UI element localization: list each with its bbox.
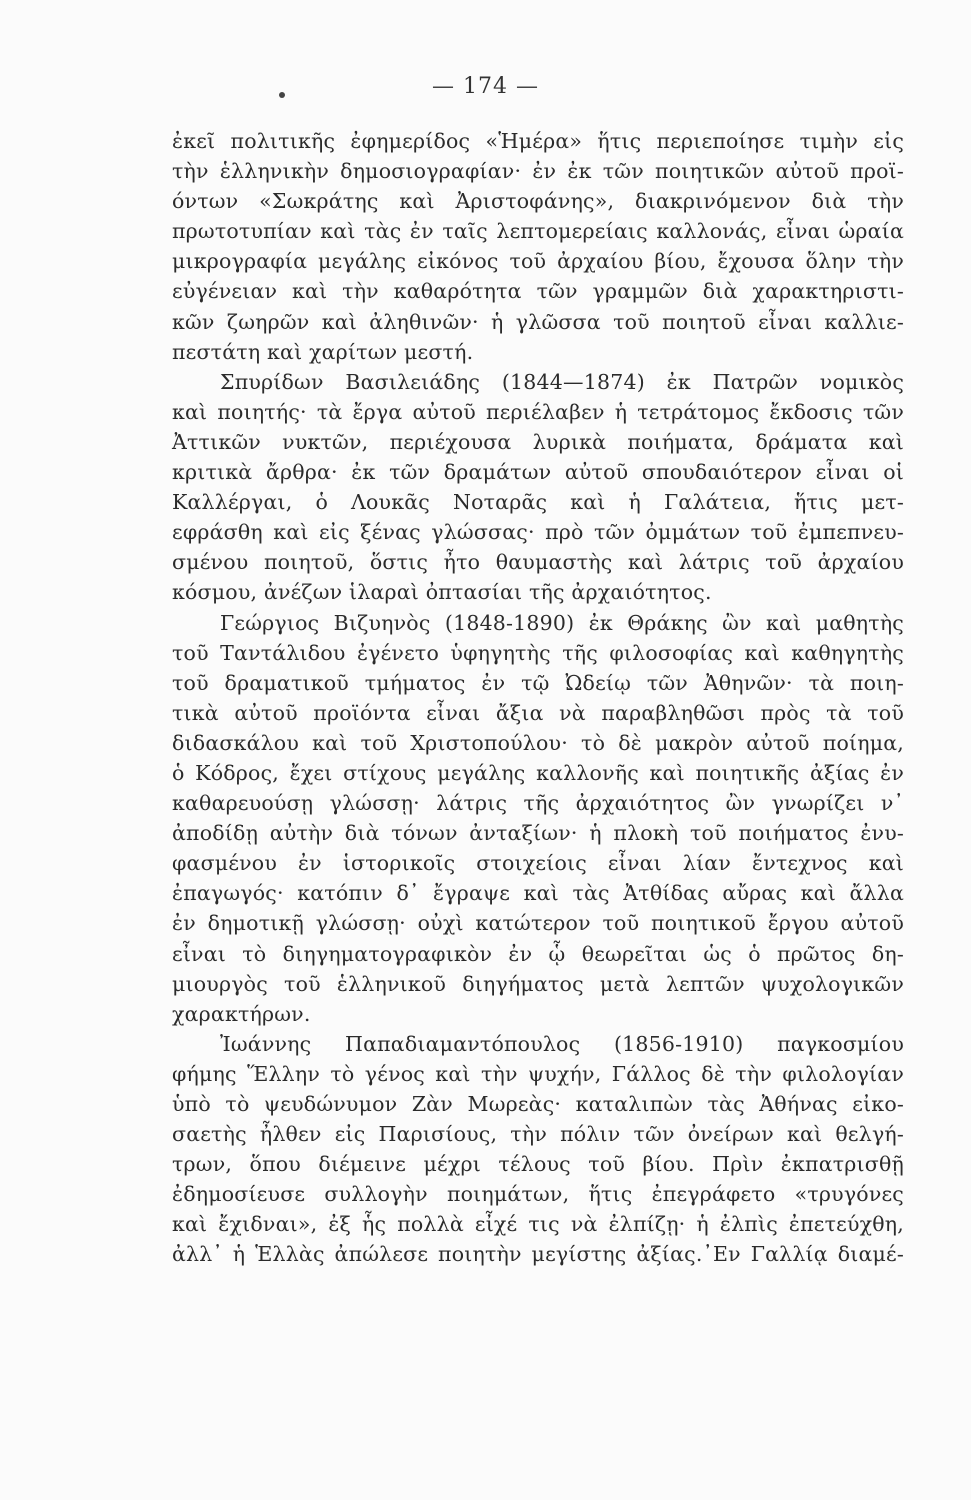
text-line: εἶναι τὸ διηγηματογραφικὸν ἐν ᾧ θεωρεῖται ὡς ὁ πρῶτος δη- [172, 941, 904, 966]
text-line: Σπυρίδων Βασιλειάδης (1844—1874) ἐκ Πατρῶν νομικὸς [220, 369, 904, 394]
text-line: ὁ Κόδρος, ἔχει στίχους μεγάλης καλλονῆς καὶ ποιητικῆς ἀξίας ἐν [172, 760, 904, 785]
text-line: ὑπὸ τὸ ψευδώνυμον Ζὰν Μωρεὰς· καταλιπὼν τὰς Ἀθήνας εἰκο- [172, 1092, 904, 1116]
text-line: τὴν ἑλληνικὴν δημοσιογραφίαν· ἐν ἐκ τῶν ποιητικῶν αὐτοῦ προϊ- [172, 159, 904, 184]
text-line: φασμένου ἐν ἱστορικοῖς στοιχείοις εἶναι λίαν ἔντεχνος καὶ [172, 851, 904, 876]
text-line: ἀλλ᾽ ἡ Ἑλλὰς ἀπώλεσε ποιητὴν μεγίστης ἀξίας.᾽Εν Γαλλίᾳ διαμέ- [172, 1242, 904, 1267]
text-line: τικὰ αὐτοῦ προϊόντα εἶναι ἄξια νὰ παραβληθῶσι πρὸς τὰ τοῦ [172, 700, 904, 725]
text-line: πεστάτη καὶ χαρίτων μεστή. [172, 339, 474, 364]
text-line: καθαρευούσῃ γλώσσῃ· λάτρις τῆς ἀρχαιότητος ὢν γνωρίζει ν᾽ [172, 791, 904, 816]
text-line: Καλλέργαι, ὁ Λουκᾶς Νοταρᾶς καὶ ἡ Γαλάτεια, ἥτις μετ- [172, 490, 904, 515]
text-line: κῶν ζωηρῶν καὶ ἀληθινῶν· ἡ γλῶσσα τοῦ ποιητοῦ εἶναι καλλιε- [172, 309, 904, 334]
text-line: πρωτοτυπίαν καὶ τὰς ἐν ταῖς λεπτομερείαις καλλονάς, εἶναι ὡραία [172, 219, 904, 244]
text-line: τρων, ὅπου διέμεινε μέχρι τέλους τοῦ βίου. Πρὶν ἐκπατρισθῇ [172, 1152, 904, 1177]
text-line: σαετὴς ἦλθεν εἰς Παρισίους, τὴν πόλιν τῶν ὀνείρων καὶ θελγή- [172, 1122, 904, 1147]
text-line: Ἰωάννης Παπαδιαμαντόπουλος (1856-1910) παγκοσμίου [220, 1031, 904, 1056]
text-line: ἐπαγωγός· κατόπιν δ᾽ ἔγραψε καὶ τὰς Ἀτθίδας αὔρας καὶ ἄλλα [172, 881, 904, 906]
text-line: φήμης Ἕλλην τὸ γένος καὶ τὴν ψυχήν, Γάλλος δὲ τὴν φιλολογίαν [172, 1061, 904, 1086]
text-line: κόσμου, ἀνέζων ἱλαραὶ ὀπτασίαι τῆς ἀρχαιότητος. [172, 580, 712, 605]
text-line: μιουργὸς τοῦ ἑλληνικοῦ διηγήματος μετὰ λεπτῶν ψυχολογικῶν [172, 971, 904, 996]
page-body [172, 126, 904, 1270]
text-line: διδασκάλου καὶ τοῦ Χριστοπούλου· τὸ δὲ μακρὸν αὐτοῦ ποίημα, [172, 730, 904, 755]
text-line: εφράσθη καὶ εἰς ξένας γλώσσας· πρὸ τῶν ὀμμάτων τοῦ ἐμπεπνευ- [172, 520, 904, 545]
page-header: — 174 — [432, 74, 539, 99]
text-line: όντων «Σωκράτης καὶ Ἀριστοφάνης», διακρινόμενον διὰ τὴν [172, 189, 904, 214]
text-line: κριτικὰ ἄρθρα· ἐκ τῶν δραμάτων αὐτοῦ σπουδαιότερον εἶναι οἱ [172, 460, 904, 485]
text-line: καὶ ἔχιδναι», ἐξ ἧς πολλὰ εἶχέ τις νὰ ἐλπίζῃ· ἡ ἐλπὶς ἐπετεύχθη, [172, 1212, 904, 1237]
text-line: σμένου ποιητοῦ, ὅστις ἦτο θαυμαστὴς καὶ λάτρις τοῦ ἀρχαίου [172, 550, 904, 575]
text-line: τοῦ δραματικοῦ τμήματος ἐν τῷ Ὠδείῳ τῶν Ἀθηνῶν· τὰ ποιη- [172, 670, 904, 695]
text-line: ἐδημοσίευσε συλλογὴν ποιημάτων, ἥτις ἐπεγράφετο «τρυγόνες [172, 1182, 904, 1207]
page-number: 174 [463, 74, 508, 99]
text-line: ἀποδίδῃ αὐτὴν διὰ τόνων ἀνταξίων· ἡ πλοκὴ τοῦ ποιήματος ἐνυ- [172, 821, 904, 846]
text-line: χαρακτήρων. [172, 1001, 311, 1026]
text-line: ἐν δημοτικῇ γλώσσῃ· οὐχὶ κατώτερον τοῦ ποιητικοῦ ἔργου αὐτοῦ [172, 911, 904, 936]
text-line: εὐγένειαν καὶ τὴν καθαρότητα τῶν γραμμῶν διὰ χαρακτηριστι- [172, 279, 904, 304]
text-line: μικρογραφία μεγάλης εἰκόνος τοῦ ἀρχαίου βίου, ἔχουσα ὅλην τὴν [172, 249, 904, 274]
text-line: Γεώργιος Βιζυηνὸς (1848-1890) ἐκ Θράκης ὢν καὶ μαθητὴς [220, 610, 904, 635]
text-line: καὶ ποιητής· τὰ ἔργα αὐτοῦ περιέλαβεν ἡ τετράτομος ἔκδοσις τῶν [172, 399, 904, 424]
text-line: Ἀττικῶν νυκτῶν, περιέχουσα λυρικὰ ποιήματα, δράματα καὶ [172, 429, 904, 454]
text-line: ἐκεῖ πολιτικῆς ἐφημερίδος «Ἡμέρα» ἥτις περιεποίησε τιμὴν εἰς [172, 129, 904, 153]
text-line: τοῦ Ταντάλιδου ἐγένετο ὑφηγητὴς τῆς φιλοσοφίας καὶ καθηγητὴς [172, 640, 904, 665]
